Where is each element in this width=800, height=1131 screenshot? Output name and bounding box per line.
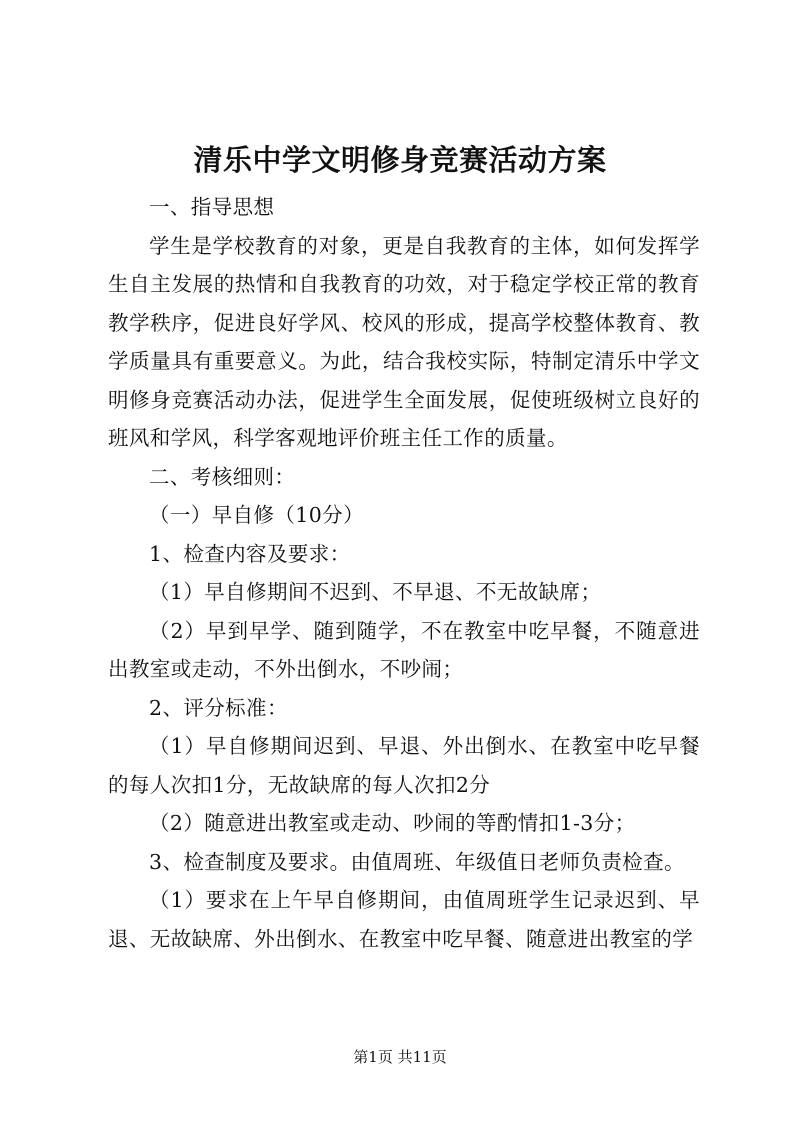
scoring-item: （2）随意进出教室或走动、吵闹的等酌情扣1-3分； bbox=[149, 811, 636, 835]
page-number-footer: 第1页 共11页 bbox=[353, 1048, 447, 1066]
requirement-item: （1）早自修期间不迟到、不早退、不无故缺席； bbox=[149, 580, 602, 604]
scoring-item: （1）早自修期间迟到、早退、外出倒水、在教室中吃早餐的每人次扣1分，无故缺席的每人次扣2分 bbox=[108, 734, 700, 797]
inspection-item: （1）要求在上午早自修期间，由值周班学生记录迟到、早退、无故缺席、外出倒水、在教室中吃早餐、随意进出教室的学 bbox=[108, 888, 700, 951]
document-title: 清乐中学文明修身竞赛活动方案 bbox=[193, 143, 607, 177]
document-body bbox=[108, 188, 700, 958]
body-paragraph: 学生是学校教育的对象，更是自我教育的主体，如何发挥学生自主发展的热情和自我教育的功效，对于稳定学校正常的教育教学秩序，促进良好学风、校风的形成，提高学校整体教育、教学质量具有重要意义。为此，结合我校实际，特制定清乐中学文明修身竞赛活动办法，促进学生全面发展，促使班级树立良好的班风和学风，科学客观地评价班主任工作的质量。 bbox=[108, 233, 700, 450]
item-heading-inspection: 3、检查制度及要求。由值周班、年级值日老师负责检查。 bbox=[149, 849, 685, 874]
section-heading-guiding-idea: 一、指导思想 bbox=[149, 195, 275, 219]
requirement-item: （2）早到早学、随到随学，不在教室中吃早餐，不随意进出教室或走动，不外出倒水，不吵闹； bbox=[108, 618, 700, 681]
item-heading-requirements: 1、检查内容及要求： bbox=[149, 541, 351, 566]
section-heading-assessment: 二、考核细则： bbox=[149, 464, 296, 489]
item-heading-scoring: 2、评分标准： bbox=[149, 695, 288, 720]
subsection-heading-morning-study: （一）早自修（10分） bbox=[149, 503, 364, 527]
